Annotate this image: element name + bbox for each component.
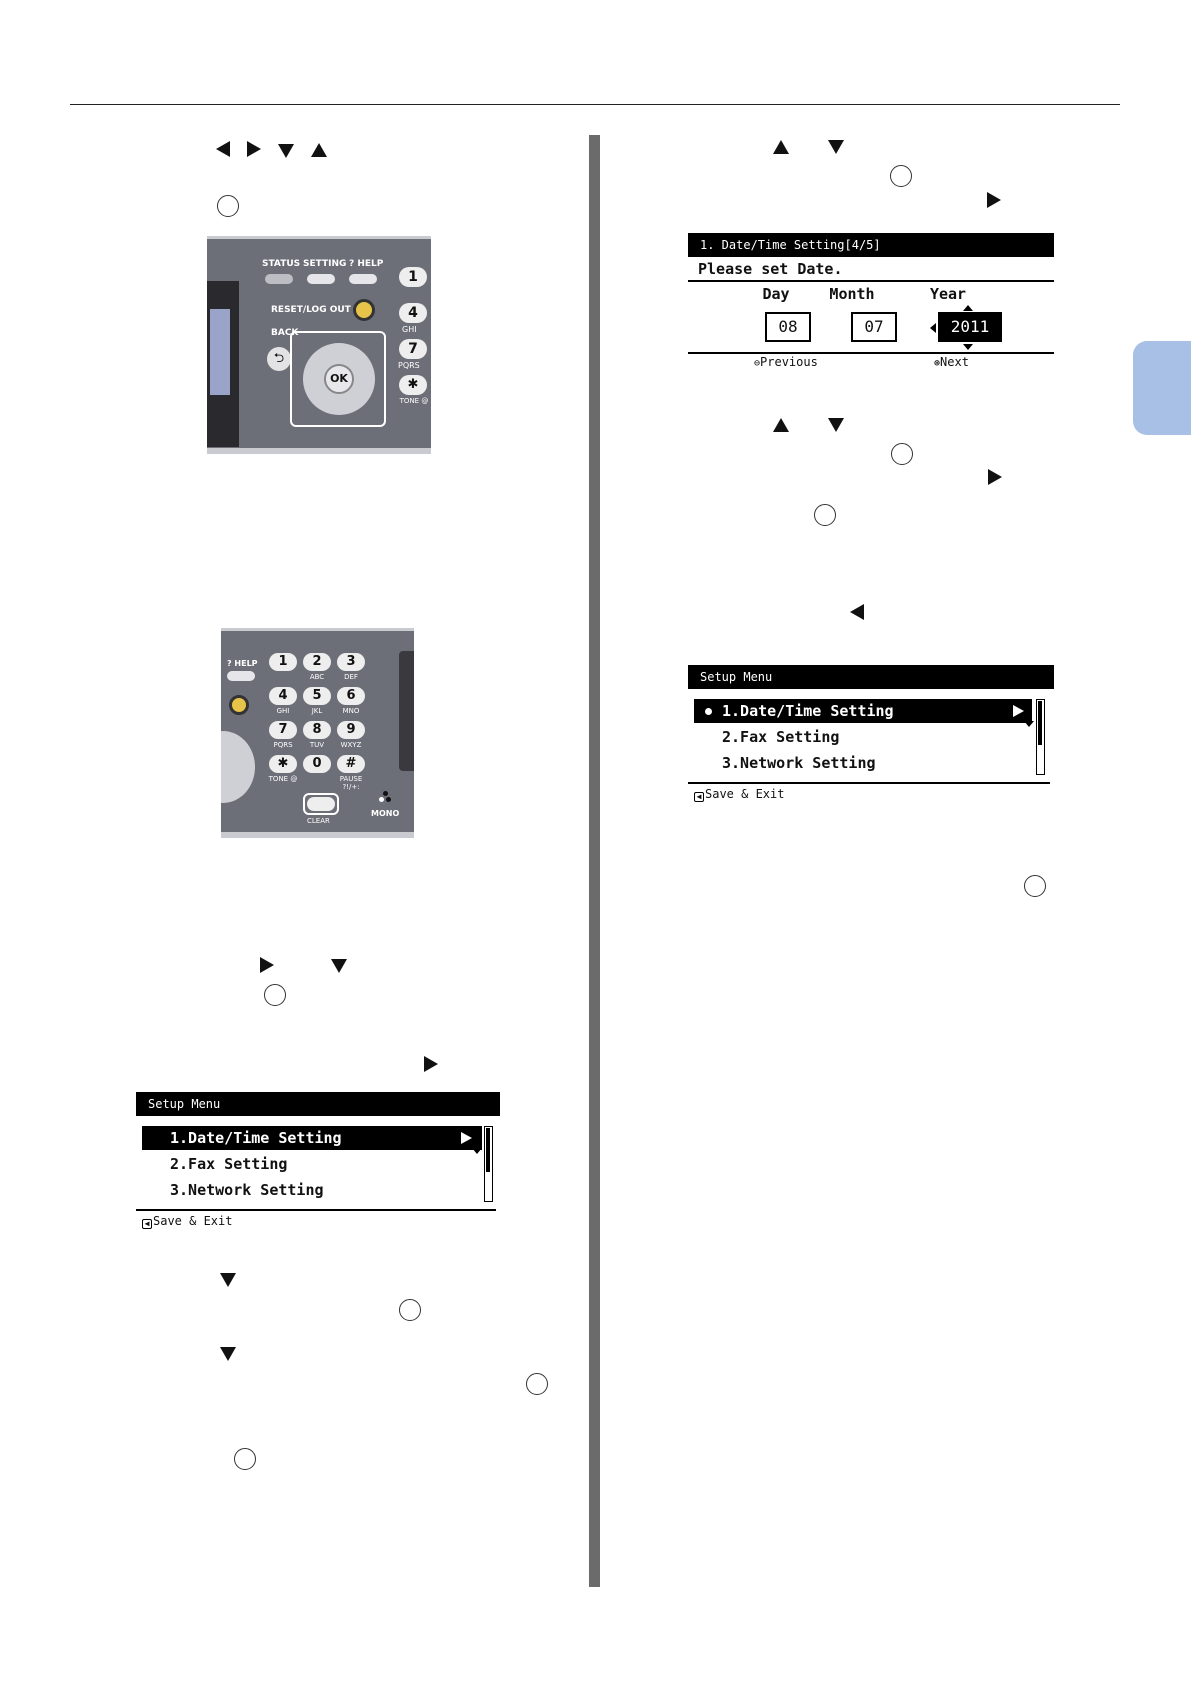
left-arrow-icon (216, 141, 230, 157)
key-star-letters: TONE @ (399, 397, 429, 405)
keypad-key-letters: PAUSE ?!/+: (339, 775, 363, 791)
keypad-key-num: 4 (278, 688, 288, 703)
month-label: Month (829, 285, 875, 303)
key-7-letters: PQRS (398, 361, 420, 370)
right-arrow-icon (987, 192, 1001, 208)
back-button[interactable]: ⮌ (267, 347, 291, 371)
help-label: ? HELP (349, 259, 384, 269)
save-exit-label-2: Save & Exit (705, 787, 785, 801)
header-rule (70, 104, 1120, 105)
scroll-down-icon (472, 1148, 482, 1154)
keypad-key[interactable] (269, 653, 297, 671)
keypad-key[interactable] (303, 721, 331, 739)
right-arrow-icon (247, 141, 261, 157)
setup-menu-screen (136, 1092, 500, 1232)
keypad-key-letters: DEF (344, 673, 358, 681)
year-left-arrow-icon (930, 323, 936, 333)
up-arrow-icon (311, 143, 327, 157)
key-1-num: 1 (408, 269, 418, 285)
year-down-icon (963, 344, 973, 350)
save-exit-hint-2 (694, 787, 784, 802)
back-label: BACK (271, 328, 299, 338)
ok-circle-icon (891, 443, 913, 465)
reset-label: RESET/LOG OUT (271, 305, 351, 315)
previous-label: Previous (760, 355, 818, 369)
save-exit-hint (142, 1214, 232, 1229)
menu-item-fax-label-2: 2.Fax Setting (722, 728, 840, 746)
scrollbar-2[interactable] (1036, 699, 1045, 775)
menu-item-date-time[interactable] (142, 1126, 482, 1150)
ok-circle-icon (399, 1299, 421, 1321)
submenu-arrow-icon (1013, 705, 1024, 717)
scrollbar[interactable] (484, 1126, 493, 1202)
left-arrow-icon (850, 604, 864, 620)
keypad-key[interactable] (303, 653, 331, 671)
right-arrow-icon (424, 1056, 438, 1072)
setting-button[interactable] (307, 274, 335, 284)
day-field[interactable]: 08 (765, 312, 811, 342)
keypad-key-letters: PQRS (273, 741, 293, 749)
keypad-key-letters: WXYZ (340, 741, 362, 749)
ok-circle-icon (264, 984, 286, 1006)
keypad-key-num: # (345, 756, 357, 771)
keypad-key-num: 3 (346, 654, 356, 669)
menu-divider (136, 1209, 496, 1211)
menu-item-network-2[interactable] (722, 751, 876, 775)
clear-label: CLEAR (307, 817, 330, 825)
down-arrow-icon (220, 1347, 236, 1361)
keypad-key[interactable] (269, 755, 297, 773)
keypad-key-letters: JKL (311, 707, 323, 715)
menu-item-network-label: 3.Network Setting (170, 1181, 324, 1199)
status-button[interactable] (265, 274, 293, 284)
mono-icon (379, 791, 393, 805)
ok-button[interactable]: OK (324, 364, 354, 394)
keypad-key-num: 9 (346, 722, 356, 737)
ok-key-icon: ⊛ (934, 358, 941, 369)
keypad-key-num: 2 (312, 654, 322, 669)
setup-menu-screen-2 (688, 665, 1054, 805)
submenu-arrow-icon (461, 1132, 472, 1144)
mono-label: MONO (371, 809, 400, 818)
menu-item-date-time-2[interactable] (694, 699, 1032, 723)
down-arrow-icon (220, 1273, 236, 1287)
clear-button[interactable] (307, 797, 335, 811)
help-button[interactable] (349, 274, 377, 284)
menu-divider-2 (688, 782, 1050, 784)
keypad-key[interactable] (337, 687, 365, 705)
key-4-letters: GHI (402, 325, 417, 334)
menu-item-network-label-2: 3.Network Setting (722, 754, 876, 772)
key-7-num: 7 (408, 341, 418, 357)
save-exit-label: Save & Exit (153, 1214, 233, 1228)
setup-menu-title-2: Setup Menu (688, 665, 1054, 689)
back-key-icon: ◀ (694, 792, 704, 802)
date-footer-divider (688, 352, 1054, 354)
next-hint (934, 355, 969, 369)
chapter-tab (1133, 341, 1191, 435)
up-arrow-icon (773, 140, 789, 154)
keypad-key-num: 0 (312, 756, 322, 771)
ok-circle-icon (890, 165, 912, 187)
ok-circle-icon (814, 504, 836, 526)
help-label-2: ? HELP (227, 659, 258, 668)
keypad-key-num: 8 (312, 722, 322, 737)
key-1[interactable] (399, 267, 427, 287)
year-up-icon (963, 305, 973, 311)
right-arrow-icon (988, 469, 1002, 485)
keypad-key-num: 6 (346, 688, 356, 703)
key-star-num: ✱ (407, 377, 419, 392)
lcd-screen (210, 309, 230, 395)
lcd-edge-2 (399, 651, 414, 771)
menu-item-network[interactable] (170, 1178, 324, 1202)
keypad-key-letters: TONE @ (268, 775, 298, 783)
right-arrow-icon (260, 957, 274, 973)
next-label: Next (940, 355, 969, 369)
menu-item-fax[interactable] (170, 1152, 287, 1176)
key-star[interactable] (399, 375, 427, 395)
year-field[interactable]: 2011 (938, 312, 1002, 342)
down-arrow-icon (331, 959, 347, 973)
keypad-key-num: ✱ (277, 756, 289, 771)
setup-menu-title: Setup Menu (136, 1092, 500, 1116)
keypad-key-letters: GHI (276, 707, 290, 715)
back-key-icon: ◀ (142, 1219, 152, 1229)
down-arrow-icon (828, 418, 844, 432)
previous-hint (754, 355, 818, 369)
date-screen-title: 1. Date/Time Setting[4/5] (688, 233, 1054, 257)
keypad-key[interactable] (303, 755, 331, 773)
help-button-2[interactable] (227, 671, 255, 681)
keypad-key-letters: TUV (309, 741, 325, 749)
dpad-edge (221, 731, 255, 803)
month-field[interactable]: 07 (851, 312, 897, 342)
selection-bullet-icon (705, 708, 712, 715)
reset-button[interactable] (353, 299, 375, 321)
keypad-key-letters: MNO (342, 707, 360, 715)
key-4[interactable] (399, 303, 427, 323)
reset-button-2[interactable] (229, 695, 249, 715)
keypad-key-letters: ABC (309, 673, 325, 681)
key-4-num: 4 (408, 305, 418, 321)
status-label: STATUS (262, 259, 301, 269)
ok-circle-icon (526, 1373, 548, 1395)
year-label: Year (929, 285, 967, 303)
back-key-icon: ⊖ (754, 358, 761, 369)
keypad-key[interactable] (337, 721, 365, 739)
day-label: Day (762, 285, 790, 303)
keypad-key[interactable] (337, 653, 365, 671)
down-arrow-icon (278, 144, 294, 158)
keypad-key[interactable] (269, 721, 297, 739)
menu-item-date-time-label-2: 1.Date/Time Setting (722, 702, 894, 720)
keypad-key[interactable] (303, 687, 331, 705)
key-7[interactable] (399, 339, 427, 359)
menu-item-fax-label: 2.Fax Setting (170, 1155, 288, 1173)
date-setting-screen (688, 233, 1054, 371)
ok-circle-icon (217, 195, 239, 217)
column-divider (589, 135, 600, 1587)
date-prompt: Please set Date. (698, 260, 843, 278)
keypad-key-num: 1 (278, 654, 288, 669)
keypad-key[interactable] (337, 755, 365, 773)
up-arrow-icon (773, 418, 789, 432)
ok-circle-icon (1024, 875, 1046, 897)
setting-label: SETTING (303, 259, 347, 269)
menu-item-date-time-label: 1.Date/Time Setting (170, 1129, 342, 1147)
scroll-down-icon (1024, 721, 1034, 727)
keypad-key-num: 7 (278, 722, 288, 737)
keypad-photo (221, 628, 414, 838)
ok-circle-icon (234, 1448, 256, 1470)
keypad-key[interactable] (269, 687, 297, 705)
prompt-divider (688, 280, 1054, 282)
keypad-key-num: 5 (312, 688, 322, 703)
control-panel-photo (207, 236, 431, 454)
menu-item-fax-2[interactable] (722, 725, 839, 749)
down-arrow-icon (828, 140, 844, 154)
